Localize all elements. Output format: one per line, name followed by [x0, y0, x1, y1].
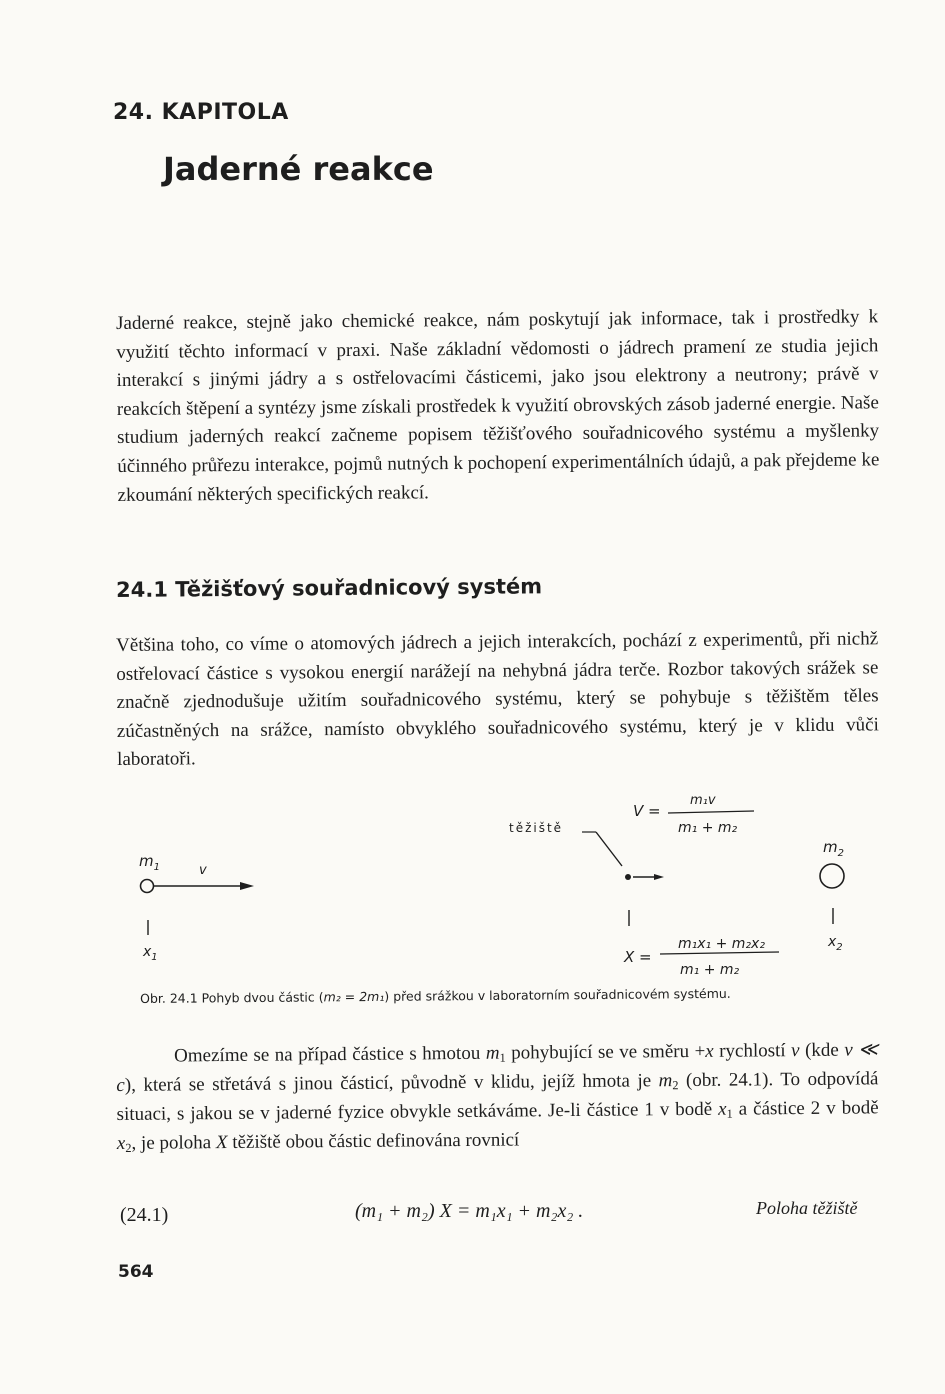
velocity-arrowhead: [240, 882, 254, 890]
particle-2-circle: [820, 864, 844, 888]
v-label: v: [199, 863, 207, 878]
section-paragraph: Většina toho, co víme o atomových jádrech a jejich interakcích, pochází z experimentů, při nichž ostřelovací částice s vysokou energií narážejí na nehybná jádra terče. Rozbor takových srážek se značně zjednodušuje užitím souřadnicového systému, který se pohybuje s těžištěm těles zúčastněných na srážce, namísto obvyklého souřadnicového systému, který je v klidu vůči laboratoři.: [116, 628, 879, 771]
x2-label: $x_2$: [828, 934, 843, 953]
x1-label: $x_1$: [143, 944, 158, 963]
X-denominator: m₁ + m₂: [680, 962, 740, 978]
m2-label: $m_2$: [823, 838, 844, 859]
equation-number: (24.1): [120, 1204, 169, 1226]
body-paragraph: Omezíme se na případ částice s hmotou $m_1$ pohybující se ve směru +x rychlostí v (kde v ≪ c), která se střetává s jinou částicí, původně v klidu, jejíž hmota je $m_2$ (obr. 24.1). To odpovídá situaci, s jakou se v jaderné fyzice obvykle setkáváme. Je-li částice 1 v bodě $x_1$ a částice 2 v bodě $x_2$, je poloha X těžiště obou částic definována rovnicí: [116, 1039, 879, 1156]
X-lhs: X =: [624, 948, 652, 966]
cm-label: těžiště: [509, 821, 564, 835]
equation-24-1: [0, 1200, 945, 1240]
m1-label: $m_1$: [139, 852, 160, 873]
X-fraction-bar: [660, 952, 779, 954]
V-numerator: m₁v: [690, 793, 716, 808]
section-heading: 24.1 Těžišťový souřadnicový systém: [116, 574, 543, 602]
V-lhs: V =: [633, 802, 661, 820]
page-number: 564: [118, 1262, 154, 1282]
chapter-title: Jaderné reakce: [163, 150, 434, 188]
figure-caption: Obr. 24.1 Pohyb dvou částic (m₂ = 2m₁) před srážkou v laboratorním souřadnicovém systému.: [140, 985, 731, 1006]
V-fraction-bar: [668, 811, 754, 813]
equation-formula: (m₁ + m₂) X = m₁x₁ + m₂x₂ .: [355, 1200, 584, 1222]
cm-pointer: [596, 832, 622, 866]
figure-24-1: [0, 780, 945, 1010]
intro-paragraph: Jaderné reakce, stejně jako chemické reakce, nám poskytují jak informace, tak i prostředky k využití těchto informací v praxi. Naše základní vědomosti o jádrech pramení ze studia jejich interakcí s jinými jádry a s ostřelovacími částicemi, jako jsou elektrony a neutrony; právě v reakcích štěpení a syntézy jsme získali prostředek k využití obrovských zásob jaderné energie. Naše studium jaderných reakcí začneme popisem těžišťového souřadnicového systému a myšlenky účinného průřezu interakce, pojmů nutných k pochopení experimentálních údajů, a pak přejdeme ke zkoumání některých specifických reakcí.: [116, 306, 880, 506]
chapter-number: 24. KAPITOLA: [113, 100, 289, 125]
figure-diagram: [0, 780, 945, 1010]
equation-margin-note: Poloha těžiště: [756, 1198, 858, 1218]
particle-1-circle: [141, 880, 154, 893]
cm-dot: [625, 874, 631, 880]
V-denominator: m₁ + m₂: [678, 820, 738, 836]
cm-arrowhead: [654, 874, 664, 880]
X-numerator: m₁x₁ + m₂x₂: [678, 936, 765, 952]
